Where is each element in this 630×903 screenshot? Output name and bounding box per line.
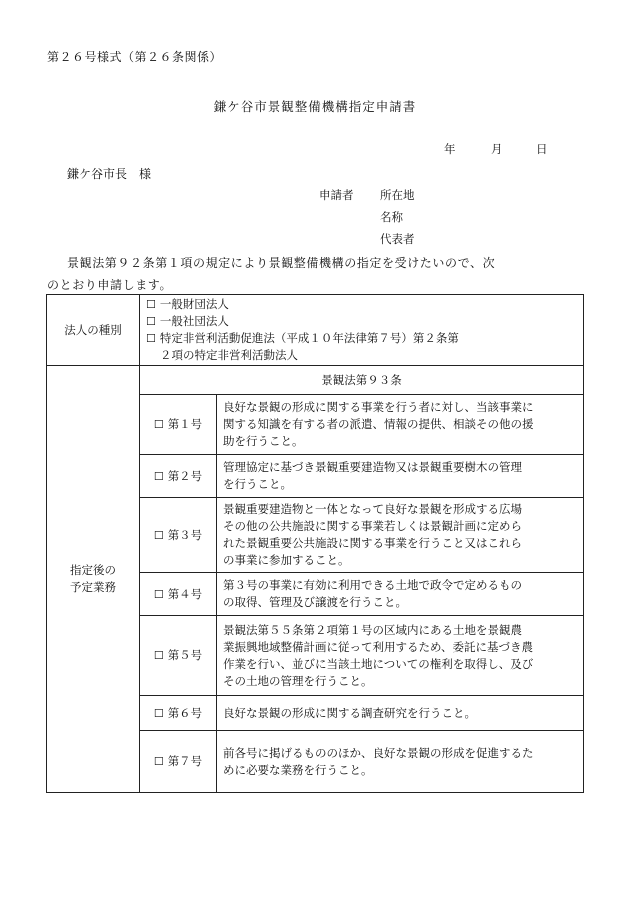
intro-text-line: のとおり申請します。 [47, 278, 173, 292]
duty-description: 前各号に掲げるもののほか、良好な景観の形成を促進するた めに必要な業務を行うこと。 [217, 731, 584, 793]
corporation-option[interactable]: ☐ 特定非営利活動促進法（平成１０年法律第７号）第２条第 [146, 331, 459, 345]
duty-item-5[interactable]: ☐ 第５号 [140, 616, 217, 696]
checkbox-icon[interactable]: ☐ [153, 528, 164, 542]
duty-item-3[interactable]: ☐ 第３号 [140, 498, 217, 573]
corporation-option-continuation: ２項の特定非営利活動法人 [160, 348, 298, 362]
duty-description: 景観法第５５条第２項第１号の区域内にある土地を景観農 業振興地域整備計画に従って利用するため、委託に基づき農 作業を行い、並びに当該土地についての権利を取得し、及び その土地の管理を行うこと。 [217, 616, 584, 696]
duty-description: 良好な景観の形成に関する調査研究を行うこと。 [217, 696, 584, 731]
duty-item-2[interactable]: ☐ 第２号 [140, 455, 217, 498]
duty-description: 管理協定に基づき景観重要建造物又は景観重要樹木の管理 を行うこと。 [217, 455, 584, 498]
duty-item-4[interactable]: ☐ 第４号 [140, 573, 217, 616]
corporation-type-row [47, 295, 584, 366]
intro-text-line: 景観法第９２条第１項の規定により景観整備機構の指定を受けたいので、次 [67, 256, 496, 270]
applicant-location-field[interactable]: 所在地 [380, 188, 415, 202]
date-day-label: 日 [536, 142, 548, 156]
duty-description: 良好な景観の形成に関する事業を行う者に対し、当該事業に 関する知識を有する者の派遣、情報の提供、相談その他の援 助を行うこと。 [217, 395, 584, 455]
applicant-label: 申請者 [319, 188, 354, 202]
document-title: 鎌ケ谷市景観整備機構指定申請書 [213, 99, 417, 114]
planned-duties-label: 指定後の 予定業務 [47, 366, 140, 793]
checkbox-icon[interactable]: ☐ [153, 469, 164, 483]
duty-description: 第３号の事業に有効に利用できる土地で政令で定めるもの の取得、管理及び譲渡を行うこと。 [217, 573, 584, 616]
application-table [46, 294, 584, 793]
corporation-option[interactable]: ☐ 一般財団法人 [146, 297, 229, 311]
checkbox-icon[interactable]: ☐ [146, 315, 156, 328]
checkbox-icon[interactable]: ☐ [153, 755, 164, 768]
law-header: 景観法第９３条 [140, 366, 584, 395]
checkbox-icon[interactable]: ☐ [153, 418, 164, 431]
checkbox-icon[interactable]: ☐ [153, 706, 164, 720]
duty-description: 景観重要建造物と一体となって良好な景観を形成する広場 その他の公共施設に関する事業若しくは景観計画に定めら れた景観重要公共施設に関する事業を行うこと又はこれら の事業に参加すること。 [217, 498, 584, 573]
addressee: 鎌ケ谷市長 様 [67, 167, 152, 181]
duty-item-1[interactable]: ☐ 第１号 [140, 395, 217, 455]
date-month-label: 月 [491, 142, 503, 156]
corporation-option[interactable]: ☐ 一般社団法人 [146, 314, 229, 328]
checkbox-icon[interactable]: ☐ [146, 332, 156, 345]
date-year-label: 年 [444, 142, 456, 156]
checkbox-icon[interactable]: ☐ [146, 298, 156, 311]
corporation-type-options [140, 295, 584, 366]
applicant-representative-field[interactable]: 代表者 [380, 232, 415, 246]
applicant-name-field[interactable]: 名称 [380, 210, 403, 224]
corporation-type-label: 法人の種別 [47, 295, 140, 366]
checkbox-icon[interactable]: ☐ [153, 587, 164, 601]
duty-item-6[interactable]: ☐ 第６号 [140, 696, 217, 731]
form-number: 第２６号様式（第２６条関係） [47, 50, 223, 64]
duty-item-7[interactable]: ☐ 第７号 [140, 731, 217, 793]
law-header-row [47, 366, 584, 395]
checkbox-icon[interactable]: ☐ [153, 649, 164, 662]
